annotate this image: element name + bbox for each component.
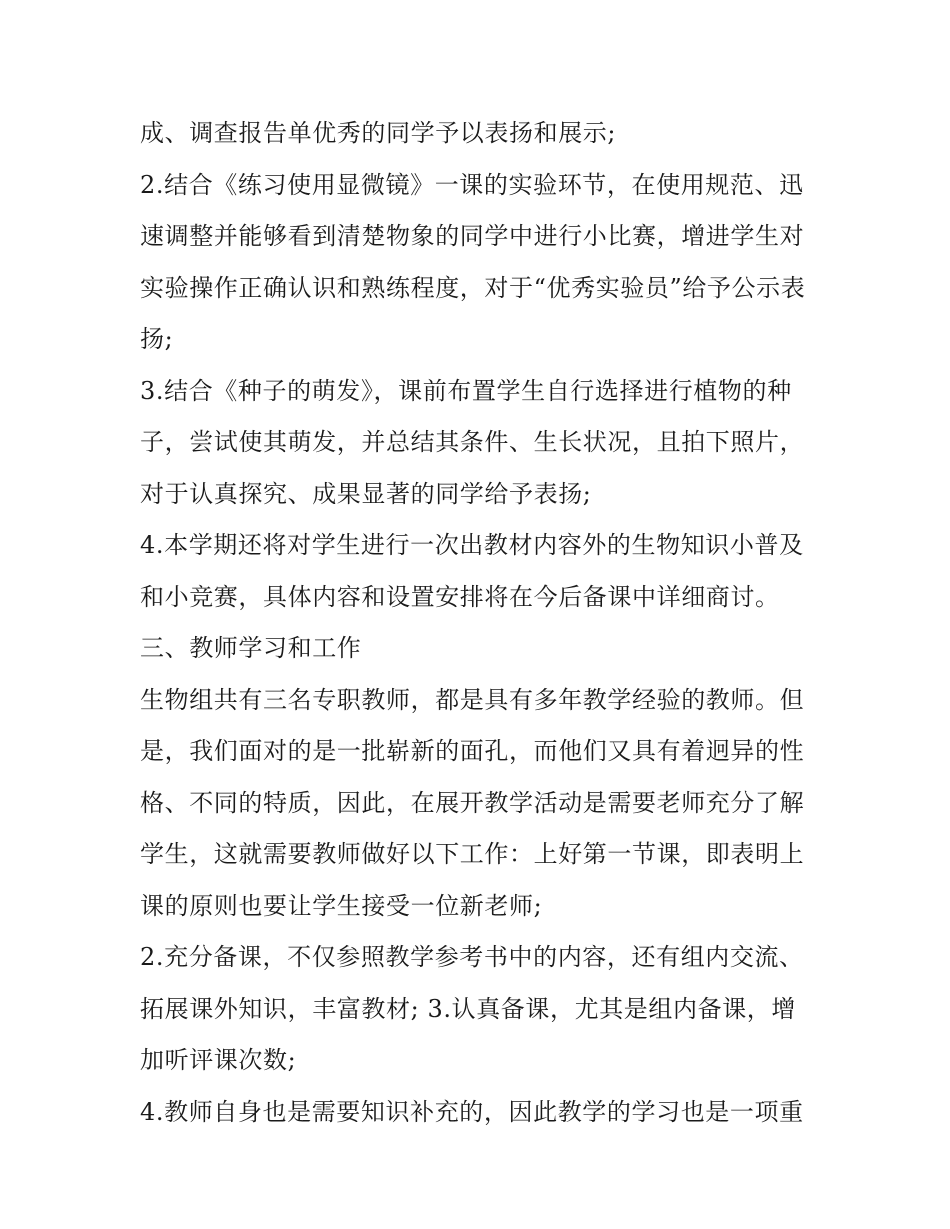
text-line: 子，尝试使其萌发，并总结其条件、生长状况，且拍下照片， — [140, 428, 805, 456]
text-line: 4.教师自身也是需要知识补充的，因此教学的学习也是一项重 — [140, 1097, 804, 1126]
text-line: 成、调查报告单优秀的同学予以表扬和展示; — [140, 119, 617, 147]
text-line: 格、不同的特质，因此，在展开教学活动是需要老师充分了解 — [140, 788, 805, 817]
text-line: 和小竞赛，具体内容和设置安排将在今后备课中详细商讨。 — [140, 582, 780, 611]
text-line: 4.本学期还将对学生进行一次出教材内容外的生物知识小普及 — [140, 531, 804, 559]
text-line: 拓展课外知识，丰富教材; 3.认真备课，尤其是组内备课，增 — [140, 994, 797, 1023]
text-line: 加听评课次数; — [140, 1046, 297, 1074]
text-line: 生物组共有三名专职教师，都是具有多年教学经验的教师。但 — [140, 685, 805, 714]
text-line: 课的原则也要让学生接受一位新老师; — [140, 891, 543, 920]
text-line: 速调整并能够看到清楚物象的同学中进行小比赛，增进学生对 — [140, 222, 805, 250]
document-body — [140, 108, 820, 1138]
text-line: 是，我们面对的是一批崭新的面孔，而他们又具有着迥异的性 — [140, 737, 805, 765]
text-line: 3.结合《种子的萌发》，课前布置学生自行选择进行植物的种 — [140, 376, 792, 405]
text-line: 对于认真探究、成果显著的同学给予表扬; — [140, 479, 592, 508]
section-heading: 三、教师学习和工作 — [140, 634, 362, 662]
text-line: 2.结合《练习使用显微镜》一课的实验环节，在使用规范、迅 — [140, 170, 804, 199]
text-line: 实验操作正确认识和熟练程度，对于“优秀实验员”给予公示表 — [140, 273, 806, 302]
text-line: 扬; — [140, 325, 174, 353]
text-line: 学生，这就需要教师做好以下工作：上好第一节课，即表明上 — [140, 840, 805, 868]
text-line: 2.充分备课，不仅参照教学参考书中的内容，还有组内交流、 — [140, 943, 804, 971]
